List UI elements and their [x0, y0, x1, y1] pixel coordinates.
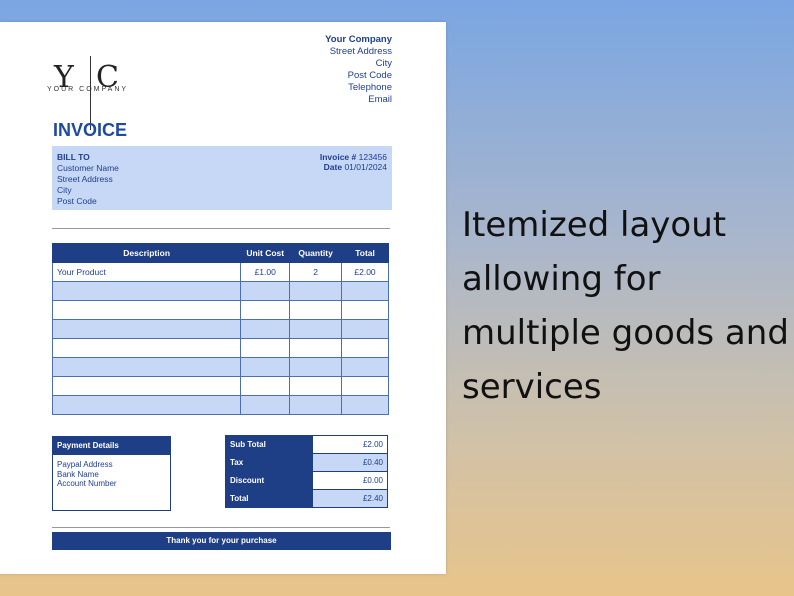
table-row [53, 263, 389, 282]
totals-table [225, 435, 388, 508]
discount-label: Discount [226, 472, 313, 490]
tax-label: Tax [226, 454, 313, 472]
header-quantity: Quantity [290, 244, 342, 263]
paypal-address: Paypal Address [57, 460, 113, 469]
customer-city: City [57, 185, 72, 195]
logo-divider [90, 56, 91, 130]
item-quantity: 2 [290, 263, 342, 282]
discount-value: £0.00 [313, 472, 388, 490]
payment-details-box [52, 436, 171, 511]
invoice-meta [320, 152, 387, 172]
payment-details-heading: Payment Details [53, 437, 170, 455]
logo-letter-right: C [96, 60, 119, 95]
table-row [53, 396, 389, 415]
company-postcode: Post Code [347, 70, 392, 81]
discount-row [226, 472, 388, 490]
company-name: Your Company [325, 34, 392, 45]
subtotal-value: £2.00 [313, 436, 388, 454]
header-unit-cost: Unit Cost [241, 244, 290, 263]
bill-to-details [57, 152, 119, 207]
bill-to-box [52, 146, 392, 210]
invoice-number-label: Invoice # [319, 152, 357, 162]
customer-postcode: Post Code [57, 196, 97, 206]
customer-name: Customer Name [57, 163, 119, 173]
tax-row [226, 454, 388, 472]
logo-letter-left: Y [54, 60, 74, 95]
item-unit-cost: £1.00 [241, 263, 290, 282]
table-row [53, 282, 389, 301]
invoice-title: INVOICE [53, 120, 128, 140]
customer-street: Street Address [57, 174, 113, 184]
footer-divider-line [52, 527, 390, 528]
divider-line [52, 228, 390, 229]
thank-you-banner: Thank you for your purchase [52, 532, 391, 550]
company-address [325, 34, 392, 106]
header-total: Total [342, 244, 389, 263]
table-row [53, 377, 389, 396]
tax-value: £0.40 [313, 454, 388, 472]
items-table [52, 243, 389, 415]
table-row [53, 320, 389, 339]
invoice-date: 01/01/2024 [344, 162, 387, 172]
header-description: Description [53, 244, 241, 263]
table-row [53, 301, 389, 320]
subtotal-label: Sub Total [226, 436, 313, 454]
company-street: Street Address [329, 46, 392, 57]
bank-name: Bank Name [57, 469, 99, 479]
date-label: Date [323, 162, 343, 172]
feature-caption: Itemized layout allowing for multiple goods and services [462, 205, 789, 407]
table-row [53, 339, 389, 358]
total-label: Total [226, 490, 313, 508]
item-description: Your Product [53, 263, 241, 282]
invoice-page [0, 22, 446, 574]
company-telephone: Telephone [348, 82, 392, 93]
company-email: Email [368, 94, 392, 105]
account-number: Account Number [57, 479, 117, 488]
total-row [226, 490, 388, 508]
total-value: £2.40 [313, 490, 388, 508]
item-total: £2.00 [342, 263, 389, 282]
items-header-row [53, 244, 389, 263]
invoice-number: 123456 [358, 152, 387, 162]
logo-text: YOUR COMPANY [47, 86, 129, 93]
subtotal-row [226, 436, 388, 454]
table-row [53, 358, 389, 377]
bill-to-heading: BILL TO [57, 152, 90, 162]
company-city: City [375, 58, 392, 69]
